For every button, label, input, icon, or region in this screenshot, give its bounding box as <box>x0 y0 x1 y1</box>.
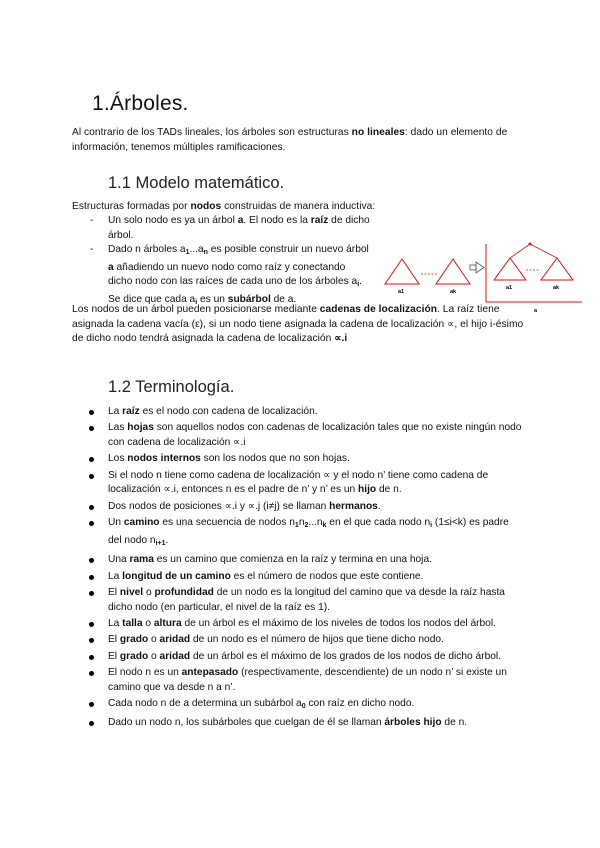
list-item: La longitud de un camino es el número de nodos que este contiene. <box>86 570 522 585</box>
section-heading-terminologia: 1.2 Terminología. <box>108 378 235 396</box>
list-item: Las hojas son aquellos nodos con cadenas de localización tales que no existe ningún nodo con cadena de localización ∝.i <box>86 421 522 450</box>
intro-paragraph: Al contrario de los TADs lineales, los árboles son estructuras no lineales: dado un elemento de información, tenemos múltiples ramificaciones. <box>72 127 508 153</box>
label-child-ak: ak <box>553 285 560 291</box>
bullet-icon <box>89 671 94 676</box>
bullet-icon <box>89 521 94 526</box>
section-heading-modelo: 1.1 Modelo matemático. <box>108 174 285 192</box>
dash-marker: - <box>90 215 94 226</box>
list-item: El nodo n es un antepasado (respectivamente, descendiente) de un nodo n’ si existe un camino que va desde n a n’. <box>86 666 522 695</box>
root-edge-right <box>530 244 557 258</box>
dash-marker: - <box>90 244 94 256</box>
bullet-icon <box>89 591 94 596</box>
label-ak: ak <box>450 289 457 295</box>
bullet-icon <box>89 622 94 627</box>
bullet-icon <box>89 457 94 462</box>
list-item: Un camino es una secuencia de nodos $n_1n_2...n_k$ en el que cada nodo $n_i$ (1≤i<k) es padre del nodo $n_{i+1}$. <box>86 516 522 551</box>
label-tree-a: a <box>534 308 538 314</box>
list-item: Los nodos internos son los nodos que no son hojas. <box>86 452 522 467</box>
list-item: Cada nodo n de a determina un subárbol $a_0$ con raíz en dicho nodo. <box>86 697 522 715</box>
child-subtree-a1 <box>494 258 526 280</box>
bullet-icon <box>89 558 94 563</box>
list-item: El grado o aridad de un árbol es el máximo de los grados de los nodos de dicho árbol. <box>86 650 522 665</box>
bullet-icon <box>89 426 94 431</box>
list-item: Una rama es un camino que comienza en la raíz y termina en una hoja. <box>86 553 522 568</box>
section-lead: Estructuras formadas por nodos construidas de manera inductiva: <box>72 201 376 212</box>
list-item: - Dado n árboles $a_1...a_n$ es posible construir un nuevo árbol a añadiendo un nuevo nodo como raíz y conectando dicho nodo con las raíces de cada uno de los árboles $a_i$. Se dice que cada $a_i$ es un subárbol de a. <box>90 244 369 306</box>
list-item: Dos nodos de posiciones ∝.i y ∝.j (i≠j) se llaman hermanos. <box>86 500 522 515</box>
page-title: 1.Árboles. <box>92 92 189 115</box>
definition-list <box>90 214 380 311</box>
bullet-icon <box>89 655 94 660</box>
bullet-icon <box>89 474 94 479</box>
arrow-icon <box>470 262 484 273</box>
bullet-icon <box>89 505 94 510</box>
terminology-list <box>86 405 522 733</box>
list-item: El grado o aridad de un nodo es el número de hijos que tiene dicho nodo. <box>86 633 522 648</box>
list-item: El nivel o profundidad de un nodo es la longitud del camino que va desde la raíz hasta dicho nodo (en particular, el nivel de la raíz es 1). <box>86 586 522 615</box>
list-item: Dado un nodo n, los subárboles que cuelgan de él se llaman árboles hijo de n. <box>86 716 522 731</box>
subtree-a1-triangle <box>385 259 419 284</box>
subtree-ak-triangle <box>436 259 470 284</box>
list-item: Si el nodo n tiene como cadena de localización ∝ y el nodo n’ tiene como cadena de localización ∝.i, entonces n es el padre de n’ y n’ es un hijo de n. <box>86 469 522 498</box>
list-item: La talla o altura de un árbol es el máximo de los niveles de todos los nodos del árbol. <box>86 617 522 632</box>
bullet-icon <box>89 575 94 580</box>
label-child-a1: a1 <box>506 285 513 291</box>
list-item: - Un solo nodo es ya un árbol a. El nodo es la raíz de dicho árbol. <box>90 215 370 241</box>
root-edge-left <box>510 244 530 258</box>
bullet-icon <box>89 702 94 707</box>
bullet-icon <box>89 638 94 643</box>
label-a1: a1 <box>398 289 405 295</box>
localization-paragraph: Los nodos de un árbol pueden posicionarse mediante cadenas de localización. La raíz tiene asignada la cadena vacía (ε), si un nodo tiene asignada la cadena de localización ∝, el hijo i-ésimo de dicho nodo tendrá asignada la cadena de localización ∝.i <box>72 304 524 345</box>
bullet-icon <box>89 721 94 726</box>
bullet-icon <box>89 410 94 415</box>
list-item: La raíz es el nodo con cadena de localización. <box>86 405 522 420</box>
child-subtree-ak <box>541 258 573 280</box>
